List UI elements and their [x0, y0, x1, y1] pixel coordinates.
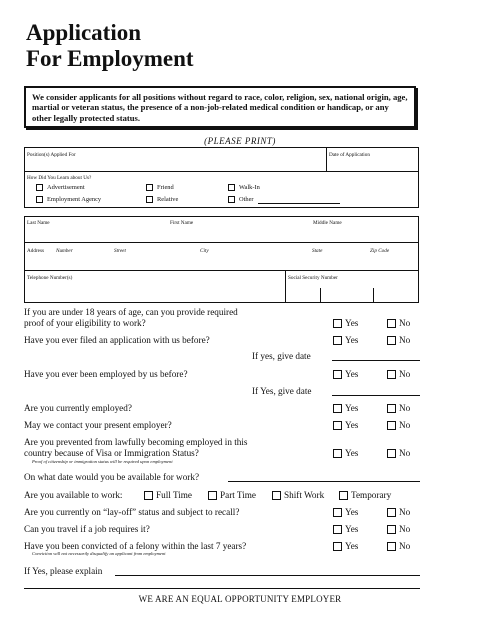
q-currently-employed: Are you currently employed? — [24, 403, 132, 413]
q-under-18: If you are under 18 years of age, can you provide required — [24, 307, 238, 317]
q-under-18-cont: proof of your eligibility to work? — [24, 318, 146, 328]
q-felony-yes[interactable]: Yes — [333, 541, 358, 551]
shift-work-checkbox[interactable]: Shift Work — [272, 490, 324, 500]
divider — [326, 147, 327, 171]
q-filed-before-date-label: If yes, give date — [252, 351, 311, 361]
explain-second-line[interactable] — [24, 588, 420, 589]
last-name-field[interactable]: Last Name — [27, 220, 50, 226]
divider — [24, 270, 419, 271]
q-visa-status-no[interactable]: No — [387, 448, 410, 458]
position-applied-field[interactable]: Position(s) Applied For — [27, 152, 76, 158]
q-currently-employed-yes[interactable]: Yes — [333, 403, 358, 413]
divider — [285, 270, 286, 303]
q-under-18-yes[interactable]: Yes — [333, 318, 358, 328]
form-title-line1: Application — [26, 20, 142, 45]
full-time-checkbox[interactable]: Full Time — [144, 490, 192, 500]
q-employed-before-date-label: If Yes, give date — [252, 386, 312, 396]
eeo-notice: We consider applicants for all positions without regard to race, color, religion, sex, national origin, age, martial or veteran status, the presence of a non-job-related medical condition or handicap, or any other legally protected status. — [24, 86, 416, 128]
q-available-date: On what date would you be available for work? — [24, 472, 200, 482]
q-felony: Have you been convicted of a felony within the last 7 years? — [24, 541, 247, 551]
ssn-segment-divider — [320, 288, 321, 303]
friend-checkbox[interactable]: Friend — [146, 184, 174, 191]
relative-checkbox[interactable]: Relative — [146, 196, 178, 203]
q-employed-before-yes[interactable]: Yes — [333, 369, 358, 379]
q-filed-before-date-input[interactable] — [332, 360, 420, 361]
q-contact-employer: May we contact your present employer? — [24, 420, 172, 430]
q-available-date-input[interactable] — [228, 481, 420, 482]
address-number-field[interactable]: Number — [56, 248, 73, 254]
q-employed-before-no[interactable]: No — [387, 369, 410, 379]
q-employed-before: Have you ever been employed by us before? — [24, 369, 188, 379]
form-title-line2: For Employment — [26, 46, 194, 71]
divider — [24, 171, 419, 172]
learn-about-us-label: How Did You Learn about Us? — [27, 175, 92, 181]
q-contact-employer-no[interactable]: No — [387, 420, 410, 430]
q-travel: Can you travel if a job requires it? — [24, 524, 150, 534]
q-visa-status-cont: country because of Visa or Immigration Status? — [24, 448, 199, 458]
q-explain-input[interactable] — [115, 575, 420, 576]
address-city-field[interactable]: City — [200, 248, 209, 254]
temporary-checkbox[interactable]: Temporary — [339, 490, 391, 500]
personal-info-section — [24, 216, 419, 303]
address-zip-field[interactable]: Zip Code — [370, 248, 390, 254]
q-lay-off: Are you currently on “lay-off” status and subject to recall? — [24, 507, 240, 517]
q-lay-off-yes[interactable]: Yes — [333, 507, 358, 517]
part-time-checkbox[interactable]: Part Time — [208, 490, 256, 500]
q-filed-before-yes[interactable]: Yes — [333, 335, 358, 345]
first-name-field[interactable]: First Name — [170, 220, 194, 226]
address-state-field[interactable]: State — [312, 248, 323, 254]
divider — [24, 242, 419, 243]
middle-name-field[interactable]: Middle Name — [313, 220, 342, 226]
date-of-application-field[interactable]: Date of Application — [329, 152, 370, 158]
q-visa-status-note: Proof of citizenship or immigration status will be required upon employment — [32, 459, 173, 464]
q-availability: Are you available to work: — [24, 490, 123, 500]
advertisement-checkbox[interactable]: Advertisement — [36, 184, 85, 191]
q-explain: If Yes, please explain — [24, 566, 103, 576]
q-felony-no[interactable]: No — [387, 541, 410, 551]
please-print-note: (PLEASE PRINT) — [204, 136, 276, 146]
q-travel-yes[interactable]: Yes — [333, 524, 358, 534]
q-contact-employer-yes[interactable]: Yes — [333, 420, 358, 430]
q-travel-no[interactable]: No — [387, 524, 410, 534]
q-filed-before-no[interactable]: No — [387, 335, 410, 345]
ssn-segment-divider — [373, 288, 374, 303]
q-lay-off-no[interactable]: No — [387, 507, 410, 517]
q-filed-before: Have you ever filed an application with us before? — [24, 335, 210, 345]
other-checkbox[interactable]: Other — [228, 196, 254, 203]
footer-eeo-statement: WE ARE AN EQUAL OPPORTUNITY EMPLOYER — [138, 594, 342, 604]
address-label: Address — [27, 248, 45, 254]
q-felony-note: Conviction will not necessarily disqualify an applicant from employment — [32, 551, 166, 556]
other-input[interactable] — [258, 203, 340, 204]
q-currently-employed-no[interactable]: No — [387, 403, 410, 413]
address-street-field[interactable]: Street — [114, 248, 126, 254]
walk-in-checkbox[interactable]: Walk-In — [228, 184, 260, 191]
q-under-18-no[interactable]: No — [387, 318, 410, 328]
q-visa-status: Are you prevented from lawfully becoming employed in this — [24, 437, 248, 447]
employment-agency-checkbox[interactable]: Employment Agency — [36, 196, 101, 203]
q-visa-status-yes[interactable]: Yes — [333, 448, 358, 458]
telephone-field[interactable]: Telephone Number(s) — [27, 275, 73, 281]
q-employed-before-date-input[interactable] — [332, 395, 420, 396]
ssn-field[interactable]: Social Security Number — [288, 275, 338, 281]
